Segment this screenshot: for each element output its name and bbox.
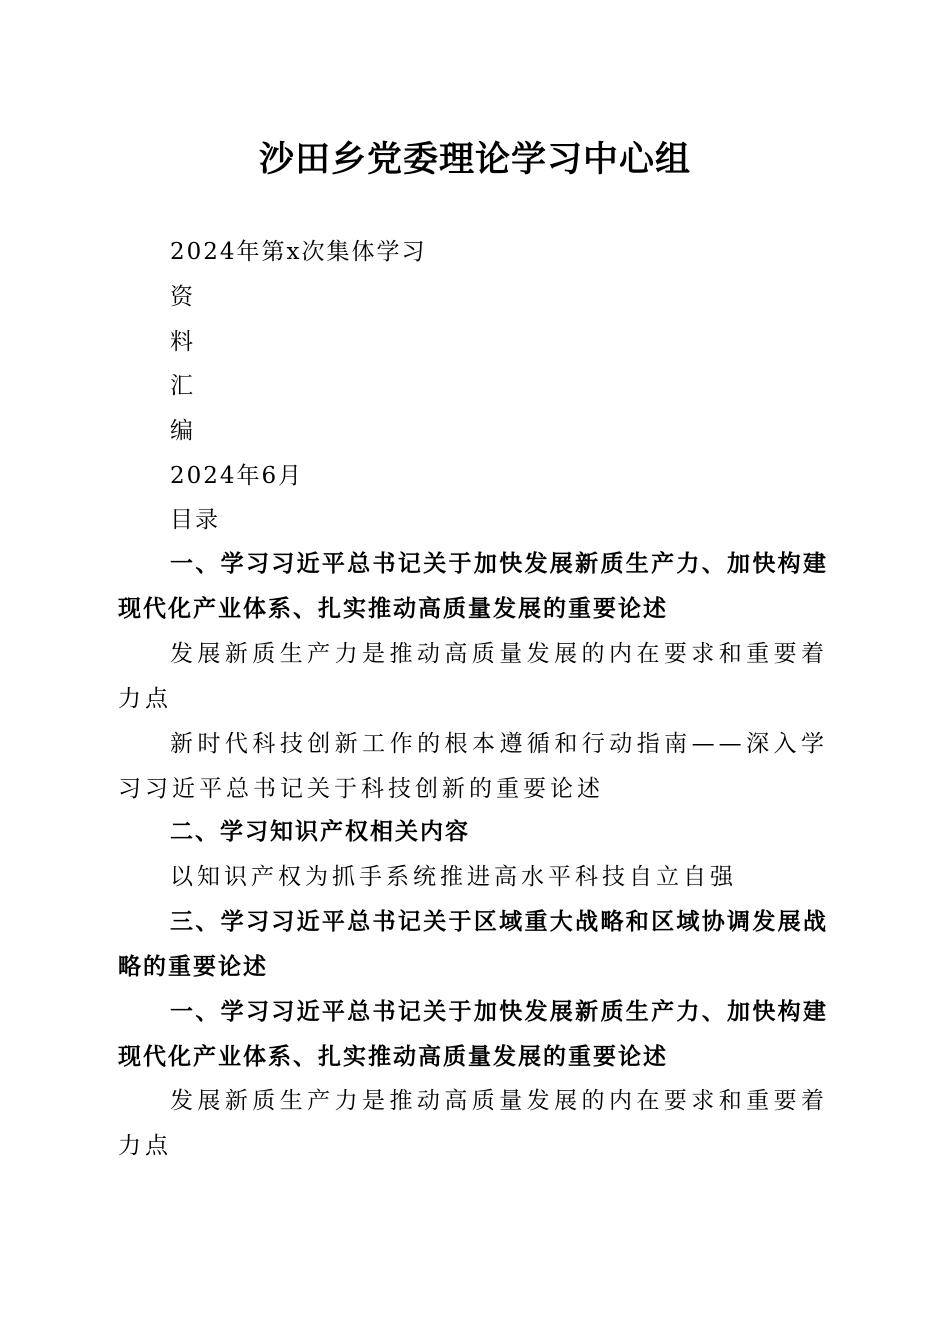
vertical-char-2: 料: [170, 329, 195, 355]
toc-entry-item: 发展新质生产力是推动高质量发展的内在要求和重要着力点: [118, 641, 828, 712]
toc-entry-heading: 二、学习知识产权相关内容: [170, 819, 470, 845]
document-subtitle: 2024年第x次集体学习: [170, 239, 427, 265]
toc-entry-heading: 一、学习习近平总书记关于加快发展新质生产力、加快构建现代化产业体系、扎实推动高质量发展的重要论述: [118, 551, 828, 622]
toc-entry-heading: 三、学习习近平总书记关于区域重大战略和区域协调发展战略的重要论述: [118, 909, 828, 980]
toc-entry-item: 新时代科技创新工作的根本遵循和行动指南——深入学习习近平总书记关于科技创新的重要论述: [118, 731, 828, 802]
toc-label: 目录: [170, 507, 220, 533]
vertical-char-1: 资: [170, 284, 195, 310]
vertical-char-3: 汇: [170, 373, 195, 399]
toc-entry-item: 发展新质生产力是推动高质量发展的内在要求和重要着力点: [118, 1088, 828, 1159]
document-date: 2024年6月: [170, 463, 304, 489]
toc-entry-heading: 一、学习习近平总书记关于加快发展新质生产力、加快构建现代化产业体系、扎实推动高质量发展的重要论述: [118, 999, 828, 1070]
document-title: 沙田乡党委理论学习中心组: [258, 139, 691, 180]
vertical-char-4: 编: [170, 418, 195, 444]
toc-entry-item: 以知识产权为抓手系统推进高水平科技自立自强: [170, 864, 737, 890]
